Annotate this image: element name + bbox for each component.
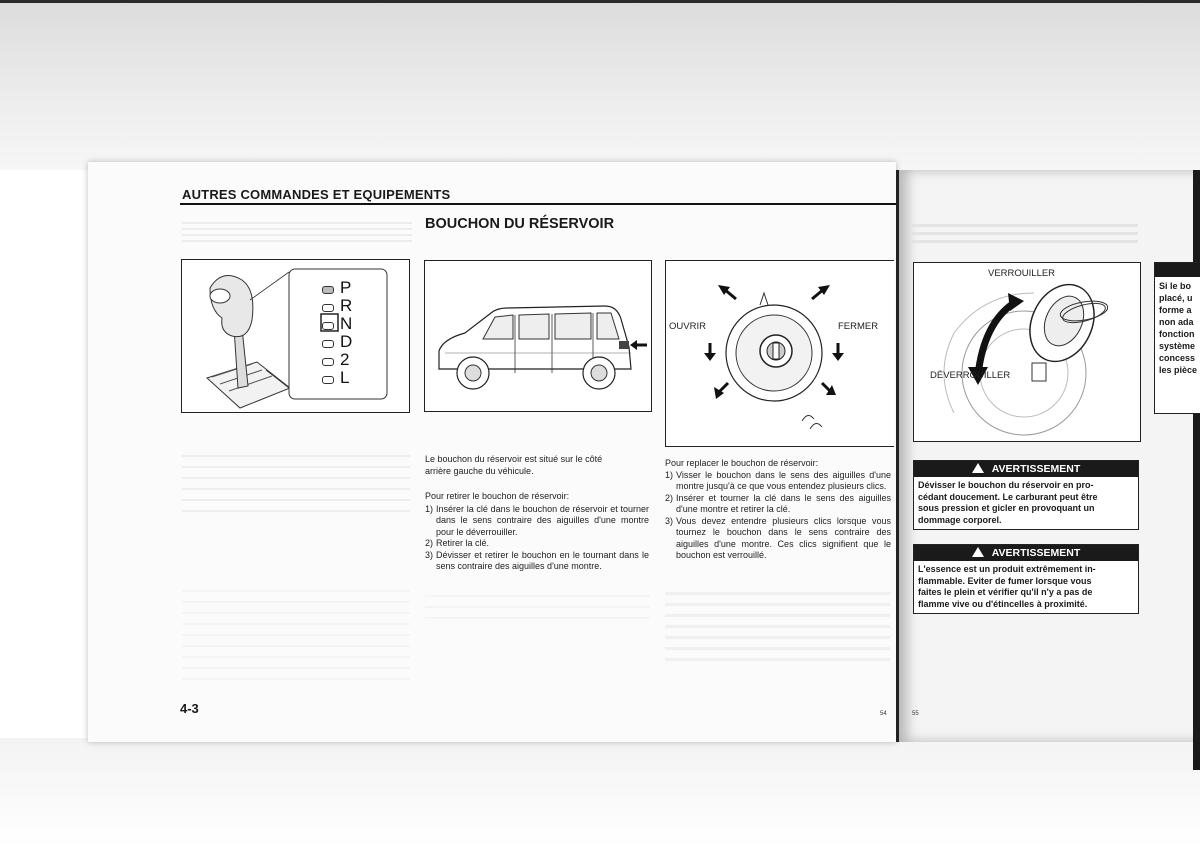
gear-letter-highlighted: N	[340, 314, 353, 333]
step-text: Vous devez entendre plusieurs clics lorsque vous tournez le bouchon dans le sens contraire des aiguilles d'une montre. Ces clics signifient que le bouchon est verrouillé.	[676, 515, 891, 560]
step-number: 2)	[425, 538, 434, 548]
car-figure	[424, 260, 652, 412]
step-number: 3)	[665, 515, 674, 526]
warning-body	[914, 561, 1138, 613]
indicator-light	[322, 358, 334, 366]
bleed-through-shadow	[912, 224, 1138, 244]
note-line: forme a	[1159, 305, 1192, 315]
intro-line: arrière gauche du véhicule.	[425, 465, 534, 476]
note-line: non ada	[1159, 317, 1194, 327]
shifter-figure	[181, 259, 410, 413]
step-text: Visser le bouchon dans le sens des aiguilles d'une montre jusqu'à ce que vous entendez plusieurs clics.	[676, 469, 891, 491]
step-text: Insérer la clé dans le bouchon de réservoir et tourner dans le sens contraire des aiguilles d'une montre pour le déverrouiller.	[436, 503, 649, 537]
bleed-through-shadow	[665, 592, 890, 662]
page-edge-shadow	[1193, 170, 1200, 770]
step-number: 1)	[665, 469, 674, 480]
replace-title: Pour replacer le bouchon de réservoir:	[665, 458, 819, 468]
replace-instructions	[665, 458, 891, 562]
indicator-light	[322, 376, 334, 384]
indicator-light	[322, 340, 334, 348]
note-line: système	[1159, 341, 1196, 351]
warning-body	[914, 477, 1138, 529]
warning-line: flammable. Eviter de fumer lorsque vous	[918, 575, 1092, 586]
remove-title: Pour retirer le bouchon de réservoir:	[425, 491, 570, 501]
bleed-through-shadow	[182, 590, 410, 680]
fermer-label: FERMER	[838, 321, 879, 332]
lock-figure	[913, 262, 1141, 442]
fuel-cap-illustration	[666, 261, 894, 446]
warning-triangle-icon	[972, 547, 984, 557]
section-title: AUTRES COMMANDES ET EQUIPEMENTS	[182, 187, 451, 202]
warning-title: AVERTISSEMENT	[991, 547, 1081, 559]
note-line: les pièce	[1159, 365, 1198, 375]
warning-line: sous pression et gicler en provoquant un	[918, 503, 1095, 513]
step-text: Retirer la clé.	[436, 538, 490, 548]
intro-paragraph	[425, 454, 649, 477]
remove-steps	[425, 504, 649, 573]
warning-box	[913, 460, 1139, 530]
bleed-through-shadow	[425, 595, 650, 625]
warning-title: AVERTISSEMENT	[991, 463, 1081, 475]
indicator-light	[322, 304, 334, 312]
step-number: 3)	[425, 549, 434, 560]
remove-step	[425, 538, 649, 550]
fuel-cap-figure	[665, 260, 894, 447]
scanner-background-top	[0, 0, 1200, 170]
scanner-edge-line	[0, 0, 1200, 3]
gear-letter: L	[340, 368, 350, 387]
warning-line: cédant doucement. Le carburant peut être	[918, 491, 1098, 502]
step-number: 1)	[425, 503, 434, 514]
lock-label: VERROUILLER	[988, 268, 1056, 279]
unlock-label: DÉVERROUILLER	[930, 370, 1011, 381]
gear-letter: 2	[340, 350, 350, 369]
indicator-light	[322, 322, 334, 330]
note-line: placé, u	[1159, 293, 1193, 303]
note-line: fonction	[1159, 329, 1195, 339]
indicator-light	[322, 286, 334, 294]
corner-page-number: 55	[912, 711, 919, 717]
lock-illustration	[914, 263, 1140, 441]
replace-step	[665, 470, 891, 493]
section-rule	[180, 203, 896, 205]
step-number: 2)	[665, 492, 674, 503]
warning-line: L'essence est un produit extrêmement in-	[918, 564, 1096, 574]
note-body	[1155, 277, 1200, 376]
remove-step	[425, 550, 649, 573]
gear-letter: P	[340, 278, 352, 297]
scanner-background-bottom	[0, 738, 1200, 848]
step-text: Dévisser et retirer le bouchon en le tournant dans le sens contraire des aiguilles d'une montre.	[436, 549, 649, 571]
bouchon-title: BOUCHON DU RÉSERVOIR	[425, 216, 615, 232]
warning-header	[914, 461, 1138, 477]
shifter-illustration	[182, 260, 409, 412]
bleed-through-shadow	[182, 455, 410, 515]
note-line: Si le bo	[1159, 281, 1192, 291]
remove-instructions	[425, 491, 649, 573]
warning-line: flamme vive ou d'étincelles à proximité.	[918, 598, 1088, 609]
gear-letter: D	[340, 332, 353, 351]
replace-step	[665, 493, 891, 516]
warning-header	[914, 545, 1138, 561]
corner-page-number: 54	[880, 711, 887, 717]
warning-line: Dévisser le bouchon du réservoir en pro-	[918, 480, 1094, 490]
right-page	[896, 170, 1200, 742]
warning-line: dommage corporel.	[918, 514, 1002, 525]
replace-steps	[665, 470, 891, 562]
ouvrir-label: OUVRIR	[669, 321, 706, 332]
car-illustration	[425, 261, 651, 411]
step-text: Insérer et tourner la clé dans le sens des aiguilles d'une montre et retirer la clé.	[676, 492, 891, 514]
remove-step	[425, 504, 649, 539]
note-line: concess	[1159, 353, 1196, 363]
warning-triangle-icon	[972, 463, 984, 473]
intro-line: Le bouchon du réservoir est situé sur le côté	[425, 454, 603, 464]
warning-line: faites le plein et vérifier qu'il n'y a pas de	[918, 587, 1093, 597]
bleed-through-shadow	[182, 222, 412, 242]
note-box	[1154, 262, 1200, 414]
replace-step	[665, 516, 891, 562]
page-number: 4-3	[180, 701, 199, 716]
warning-box	[913, 544, 1139, 614]
note-header	[1155, 263, 1200, 277]
gear-letters	[340, 279, 352, 387]
gear-letter: R	[340, 296, 353, 315]
